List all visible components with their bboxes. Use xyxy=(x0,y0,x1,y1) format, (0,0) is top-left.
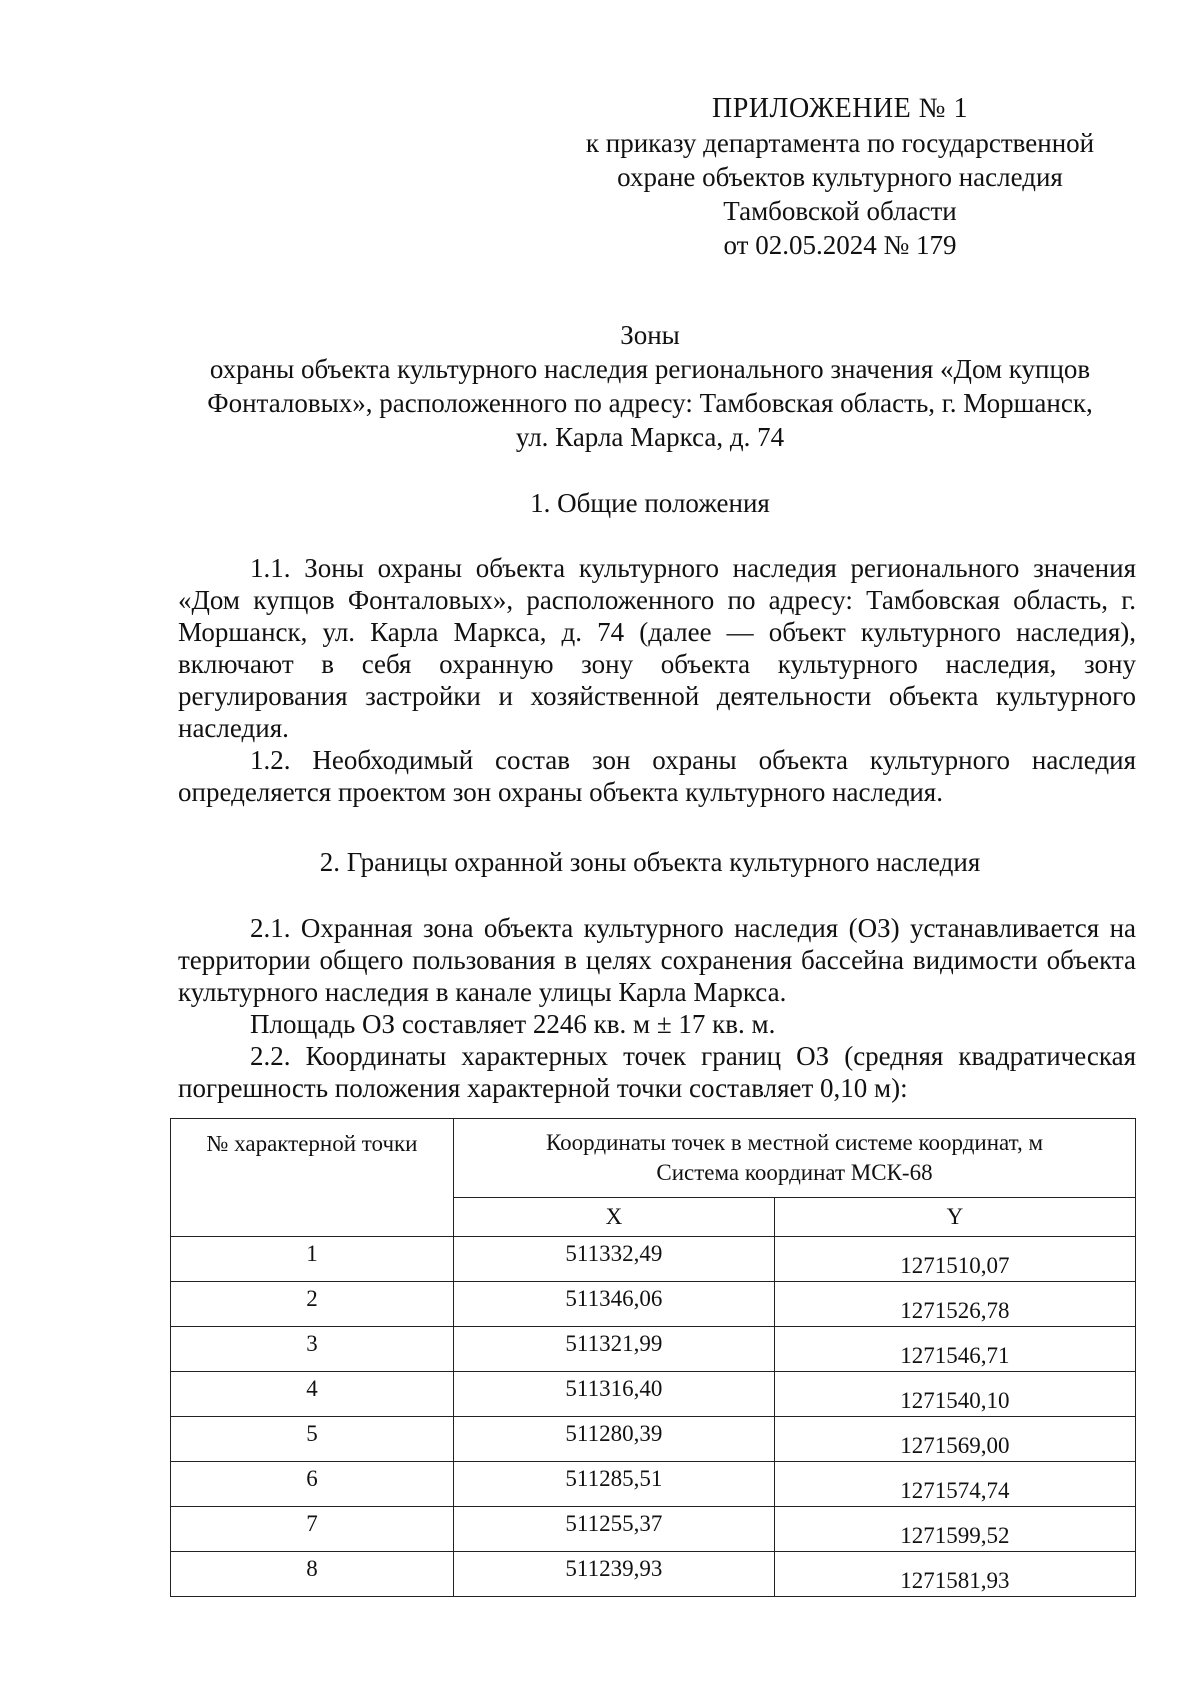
section-1-body xyxy=(178,552,1136,808)
appendix-order-date: от 02.05.2024 № 179 xyxy=(723,230,957,260)
section-1-title: 1. Общие положения xyxy=(530,488,770,518)
point-number: 2 xyxy=(171,1282,454,1327)
coordinates-table xyxy=(170,1118,1136,1597)
point-number-header: № характерной точки xyxy=(171,1119,454,1237)
x-coordinate: 511280,39 xyxy=(454,1417,775,1462)
section-2-body xyxy=(178,912,1136,1104)
document-heading xyxy=(160,318,1140,454)
appendix-title: ПРИЛОЖЕНИЕ № 1 xyxy=(712,93,968,124)
y-coordinate: 1271526,78 xyxy=(774,1282,1135,1327)
table-row xyxy=(171,1372,1136,1417)
appendix-line: охране объектов культурного наследия xyxy=(617,162,1063,192)
document-title: Зоны xyxy=(620,320,680,350)
section-2-title: 2. Границы охранной зоны объекта культурного наследия xyxy=(319,847,981,877)
y-column-header: Y xyxy=(774,1198,1135,1237)
table-row xyxy=(171,1507,1136,1552)
appendix-line: Тамбовской области xyxy=(723,196,957,226)
x-coordinate: 511346,06 xyxy=(454,1282,775,1327)
coordinate-system-label: Система координат МСК-68 xyxy=(656,1160,933,1185)
appendix-header xyxy=(560,92,1120,262)
area-statement: Площадь ОЗ составляет 2246 кв. м ± 17 кв. м. xyxy=(250,1009,776,1039)
coordinates-header-line: Координаты точек в местной системе координат, м xyxy=(545,1130,1043,1155)
x-coordinate: 511285,51 xyxy=(454,1462,775,1507)
x-coordinate: 511332,49 xyxy=(454,1237,775,1282)
y-coordinate: 1271546,71 xyxy=(774,1327,1135,1372)
x-coordinate: 511321,99 xyxy=(454,1327,775,1372)
y-coordinate: 1271574,74 xyxy=(774,1462,1135,1507)
paragraph-1-1: 1.1. Зоны охраны объекта культурного наследия регионального значения «Дом купцов Фонталовых», расположенного по адресу: Тамбовская область, г. Моршанск, ул. Карла Маркса, д. 74 (далее — объект культурного наследия), включают в себя охранную зону объекта культурного наследия, зону регулирования застройки и хозяйственной деятельности объекта культурного наследия. xyxy=(178,553,1136,743)
y-coordinate: 1271569,00 xyxy=(774,1417,1135,1462)
paragraph-1-2: 1.2. Необходимый состав зон охраны объекта культурного наследия определяется проектом зон охраны объекта культурного наследия. xyxy=(178,745,1136,807)
coordinates-header xyxy=(454,1119,1136,1198)
table-row xyxy=(171,1327,1136,1372)
paragraph-2-1: 2.1. Охранная зона объекта культурного наследия (ОЗ) устанавливается на территории общего пользования в целях сохранения бассейна видимости объекта культурного наследия в канале улицы Карла Маркса. xyxy=(178,913,1136,1007)
point-number: 7 xyxy=(171,1507,454,1552)
point-number: 4 xyxy=(171,1372,454,1417)
y-coordinate: 1271540,10 xyxy=(774,1372,1135,1417)
table-row xyxy=(171,1282,1136,1327)
table-row xyxy=(171,1462,1136,1507)
table-row xyxy=(171,1237,1136,1282)
table-row xyxy=(171,1417,1136,1462)
y-coordinate: 1271510,07 xyxy=(774,1237,1135,1282)
x-coordinate: 511316,40 xyxy=(454,1372,775,1417)
point-number: 1 xyxy=(171,1237,454,1282)
appendix-line: к приказу департамента по государственной xyxy=(585,128,1095,158)
document-subtitle-line: Фонталовых», расположенного по адресу: Тамбовская область, г. Моршанск, xyxy=(207,388,1093,418)
point-number: 5 xyxy=(171,1417,454,1462)
point-number: 6 xyxy=(171,1462,454,1507)
point-number: 8 xyxy=(171,1552,454,1597)
document-subtitle-line: ул. Карла Маркса, д. 74 xyxy=(515,422,785,452)
x-column-header: X xyxy=(454,1198,775,1237)
document-subtitle-line: охраны объекта культурного наследия регионального значения «Дом купцов xyxy=(209,354,1091,384)
y-coordinate: 1271599,52 xyxy=(774,1507,1135,1552)
paragraph-2-2: 2.2. Координаты характерных точек границ ОЗ (средняя квадратическая погрешность положения характерной точки составляет 0,10 м): xyxy=(178,1041,1136,1103)
x-coordinate: 511239,93 xyxy=(454,1552,775,1597)
y-coordinate: 1271581,93 xyxy=(774,1552,1135,1597)
x-coordinate: 511255,37 xyxy=(454,1507,775,1552)
table-row xyxy=(171,1552,1136,1597)
point-number: 3 xyxy=(171,1327,454,1372)
